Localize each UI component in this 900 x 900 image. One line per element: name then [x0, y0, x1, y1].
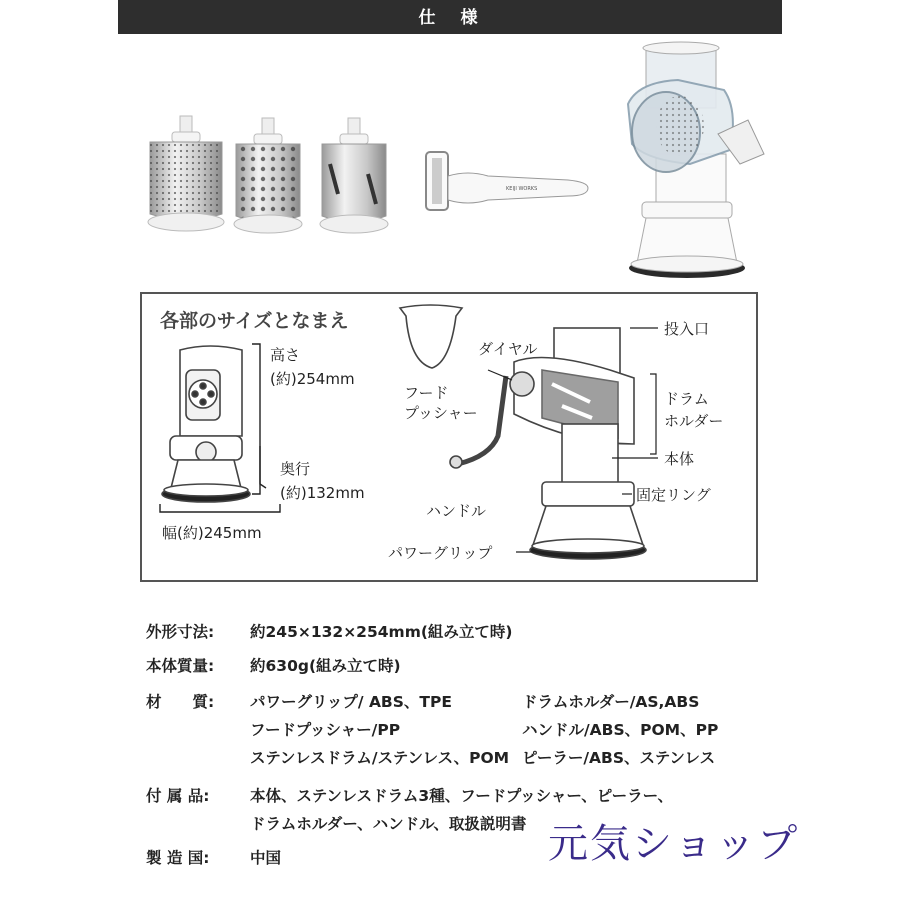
shop-watermark: 元気ショップ: [548, 821, 800, 867]
power-grip-label: パワーグリップ: [388, 544, 493, 562]
depth-value: (約)132mm: [280, 484, 365, 502]
width-value: 幅(約)245mm: [162, 524, 262, 542]
peeler-image: [426, 152, 588, 210]
material-item: ドラムホルダー/AS,ABS: [522, 693, 700, 711]
spec-dimensions-key: 外形寸法:: [146, 623, 215, 641]
height-value: (約)254mm: [270, 370, 355, 388]
material-item: フードプッシャー/PP: [250, 721, 401, 739]
spec-material-key-row: [146, 690, 250, 712]
spec-dimensions: [146, 620, 513, 642]
handle-label: ハンドル: [426, 502, 487, 520]
inlet-label: 投入口: [664, 320, 710, 338]
spec-origin-key: 製 造 国:: [146, 849, 210, 867]
drum-holder-label-1: ドラム: [664, 390, 709, 408]
assembled-machine-image: [628, 42, 764, 278]
parts-diagram: [140, 292, 758, 582]
spec-dimensions-value: 約245×132×254mm(組み立て時): [250, 623, 513, 641]
food-pusher-label-1: フード: [404, 384, 449, 402]
spec-weight-value: 約630g(組み立て時): [250, 657, 401, 675]
material-item: ステンレスドラム/ステンレス、POM: [250, 749, 510, 767]
food-pusher-label-2: プッシャー: [404, 404, 478, 422]
fixing-ring-label: 固定リング: [636, 486, 711, 504]
spec-accessories-line2: ドラムホルダー、ハンドル、取扱説明書: [250, 815, 527, 833]
spec-material-key: 材 質:: [146, 693, 215, 711]
drum-slicer-image: [320, 118, 388, 233]
spec-header: 仕 様: [118, 0, 782, 34]
product-photos: [118, 34, 782, 284]
material-item: ハンドル/ABS、POM、PP: [522, 721, 719, 739]
spec-weight-key: 本体質量:: [146, 657, 215, 675]
drum-fine-image: [148, 116, 224, 231]
material-item: パワーグリップ/ ABS、TPE: [250, 693, 452, 711]
spec-weight: [146, 654, 401, 676]
spec-accessories: [146, 784, 673, 806]
body-label: 本体: [664, 450, 695, 468]
diagram-title: 各部のサイズとなまえ: [160, 310, 349, 332]
dial-label: ダイヤル: [478, 340, 538, 358]
drum-holder-label-2: ホルダー: [664, 412, 724, 430]
height-label: 高さ: [270, 346, 301, 364]
peeler-brand-text: KEIJI WORKS: [506, 186, 538, 192]
drum-coarse-image: [234, 118, 302, 233]
spec-origin: [146, 846, 281, 868]
spec-accessories-line1: 本体、ステンレスドラム3種、フードプッシャー、ピーラー、: [250, 787, 674, 805]
spec-origin-value: 中国: [250, 849, 282, 867]
material-item: ピーラー/ABS、ステンレス: [522, 749, 716, 767]
spec-accessories-key: 付 属 品:: [146, 787, 210, 805]
depth-label: 奥行: [280, 460, 311, 478]
